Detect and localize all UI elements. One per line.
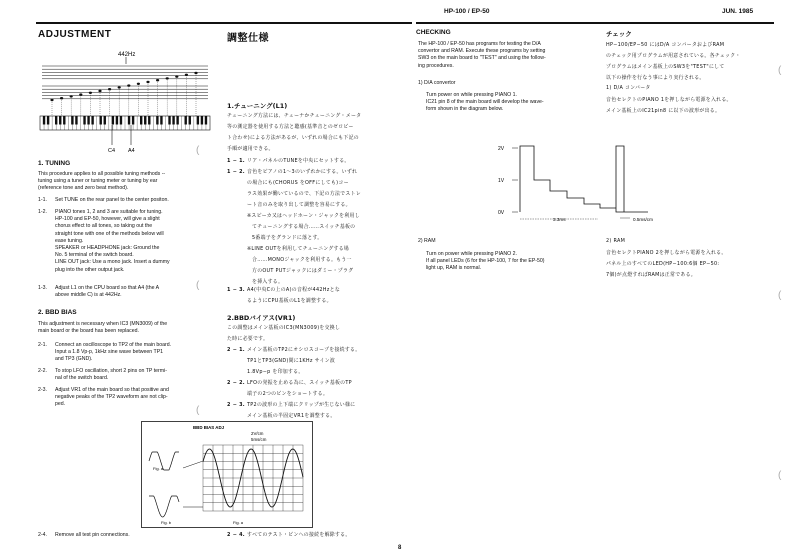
step-line: and TP3 (GND). [55, 356, 93, 363]
graph-y-label: 1V [498, 178, 505, 184]
da-line: IC21 pin 8 of the main board will develop the wave- [426, 99, 544, 106]
black-key [197, 116, 199, 125]
jp-line: ト合わせ)による方法があるが、いずれの場合にも下記の [227, 135, 359, 141]
black-key [100, 116, 102, 125]
black-key [168, 116, 170, 125]
da-converter-title: 1) D/A convertor [418, 80, 456, 86]
binding-mark: ( [196, 280, 200, 291]
jp-line: 端子の2つのピンをショートする。 [247, 391, 329, 397]
jp-line: LFOの発振を止める為に、スイッチ基板のTP [247, 380, 352, 386]
jp-tuning-title: 1.チューニング(L1) [227, 102, 288, 110]
jp-line: メイン基板のTP2にオシロスコープを接続する。 [247, 347, 361, 353]
jp-line: リア・パネルのTUNEを中央にセットする。 [247, 158, 350, 164]
step-line: negative peaks of the TP2 waveform are not clip- [55, 394, 168, 401]
black-key [83, 116, 85, 125]
jp-line: 等の測定器を使用する方法と聴感(基準音とのゼロビー [227, 124, 354, 130]
da-waveform-diagram [498, 126, 688, 226]
binding-mark: ( [778, 290, 782, 301]
jp-line: 手順が適用できる。 [227, 146, 274, 152]
bbd-scope-figure [141, 421, 313, 533]
key-c4-label: C4 [108, 148, 116, 154]
binding-mark: ( [196, 405, 200, 416]
graph-y-label: 0V [498, 210, 505, 216]
jp-line: るようにCPU基板のL1を調整する。 [247, 298, 332, 304]
step-line: PIANO tones 1, 2 and 3 are suitable for tuning. [55, 209, 163, 215]
jp-line: パネル上のすべてのLED(HP−100:6個 EP−50: [606, 261, 720, 267]
bbd-intro-line: This adjustment is necessary when IC3 (MN3009) of the [38, 321, 168, 327]
jp-line: 以下の操作を行なう事により実行される。 [606, 75, 705, 81]
jp-line: を挿入する。 [252, 279, 284, 285]
step-number: 2 − 3. [227, 402, 245, 408]
jp-ram-text [606, 248, 727, 281]
ram-line: Turn on power while pressing PIANO 2. [426, 251, 517, 257]
black-key [156, 116, 158, 125]
step-number: 1-1. [38, 197, 47, 203]
jp-line: ※スピーカ又はヘッドホーン・ジャックを利用し [247, 213, 360, 219]
black-key [104, 116, 106, 125]
jp-line: すべてのテスト・ピンへの接続を解除する。 [247, 532, 351, 538]
da-converter-text [426, 92, 544, 114]
header-model: HP-100 / EP-50 [444, 8, 490, 15]
tuning-intro-line: tuning using a tuner or tuning meter or tuning by ear [38, 178, 158, 185]
step-number: 2 − 1. [227, 347, 245, 353]
keyboard-tuning-diagram [38, 50, 212, 154]
step-line: No. 5 terminal of the switch board. [55, 252, 134, 259]
bbd-intro-line: main board or the board has been replaced. [38, 328, 139, 335]
step-number: 2-4. [38, 532, 47, 538]
black-key [71, 116, 73, 125]
checking-intro-line: ing procedures. [418, 62, 454, 69]
step-line: Connect an oscilloscope to TP2 of the main board. [55, 342, 172, 348]
adjustment-title: ADJUSTMENT [38, 29, 112, 40]
header-date: JUN. 1985 [722, 8, 754, 15]
fig-a2-label: Fig. a [233, 520, 244, 525]
black-key [201, 116, 203, 125]
black-key [176, 116, 178, 125]
step-line: straight tone with one of the methods below will [55, 230, 164, 237]
jp-line: ラス効果が働いているので、下記の方法でストレ [247, 191, 361, 197]
jp-line: この調整はメイン基板のIC3(MN3009)を交換し [227, 325, 341, 331]
scope-title: BBD BIAS ADJ [193, 425, 225, 430]
fig-b-label: Fig. b [161, 520, 172, 525]
jp-line: てチューニングする場合……スイッチ基板の [252, 224, 356, 230]
black-key [116, 116, 118, 125]
black-key [59, 116, 61, 125]
black-key [47, 116, 49, 125]
da-waveform-figure [498, 126, 688, 231]
jp-tuning-intro [227, 111, 361, 155]
jp-line: た時に必要です。 [227, 336, 269, 342]
step-number: 1 − 1. [227, 158, 245, 164]
step-number: 2-1. [38, 342, 47, 348]
jp-line: プログラムはメイン基板上のSW3を"TEST"にして [606, 64, 725, 70]
scope-time: 5ms/cm [251, 437, 267, 442]
bbd-scope-diagram [141, 421, 313, 528]
ram-title: 2) RAM [418, 238, 436, 244]
black-key [144, 116, 146, 125]
step-number: 2-2. [38, 368, 47, 374]
jp-line: の場合にも(CHORUS をOFFにしても)コー [247, 180, 349, 186]
checking-intro-line: convertor and RAM. Execute these programs by setting [418, 48, 546, 55]
black-key [185, 116, 187, 125]
jp-da-title: 1) D/A コンバータ [606, 85, 651, 91]
black-key [160, 116, 162, 125]
jp-ram-title: 2) RAM [606, 238, 626, 244]
jp-line: ート音のみを取り出して調整を容易にする。 [247, 202, 351, 208]
graph-time-label: 3.3ms [553, 217, 566, 222]
jp-line: A4(中央Cの上のA)の音程が442Hzとな [247, 287, 341, 293]
binding-mark: ( [196, 145, 200, 156]
step-number: 2 − 2. [227, 380, 245, 386]
jp-line: メイン基板上のIC21pin8 に以下の波形が出る。 [606, 108, 721, 114]
step-line: Input a 1.8 Vp-p, 1kHz sine wave between TP1 [55, 349, 164, 356]
step-line: chorus effect to all tones, so taking out the [55, 223, 153, 230]
graph-scale-label: 0.5ms/cm [633, 217, 653, 222]
bbd-intro [38, 321, 167, 335]
freq-label: 442Hz [118, 52, 136, 58]
step-number: 2 − 4. [227, 532, 245, 538]
jp-checking-title: チェック [606, 30, 632, 38]
step-line: Remove all test pin connections. [55, 532, 130, 538]
tuning-title: 1. TUNING [38, 160, 71, 167]
jp-line: 1.8Vp−p を印加する。 [247, 369, 304, 375]
step-line: Set TUNE on the rear panel to the center positon. [55, 197, 169, 203]
jp-line: 5番端子をグランドに落とす。 [252, 235, 323, 241]
black-key [63, 116, 65, 125]
fig-a-label: Fig. a [153, 466, 164, 471]
step-line: above middle C) is at 442Hz. [55, 292, 122, 299]
black-key [55, 116, 57, 125]
left-page-rule [36, 22, 412, 24]
step-line: ped. [55, 401, 66, 408]
jp-da-text [606, 95, 732, 117]
step-line: Adjust L1 on the CPU board so that A4 (the A [55, 285, 160, 291]
black-key [75, 116, 77, 125]
jp-checking-intro [606, 40, 741, 84]
binding-mark: ( [778, 470, 782, 481]
step-line: SPEAKER or HEADPHONE jack: Ground the [55, 245, 160, 252]
da-line: form shown in the diagram below. [426, 106, 504, 113]
step-line: plug into the other output jack. [55, 266, 125, 273]
jp-line: TP1とTP3(GND)間に1KHz サイン波 [247, 358, 336, 364]
jp-line: 音色セレクトPIANO 2を押しながら電源を入れる。 [606, 250, 727, 256]
bbd-title: 2. BBD BIAS [38, 309, 77, 316]
jp-line: 方のOUT PUTジャックにはダミー・プラグ [252, 268, 354, 274]
black-key [172, 116, 174, 125]
jp-line: のチェック用プログラムが用意されている。各チェック・ [606, 53, 741, 59]
scope-volts: 2V/cm [251, 431, 264, 436]
key-a4-label: A4 [128, 148, 135, 154]
jp-line: HP−100/EP−50 にはD/A コンバータおよびRAM [606, 42, 725, 48]
checking-intro-line: The HP-100 / EP-50 has programs for testing the D/A [418, 41, 541, 47]
black-key [132, 116, 134, 125]
checking-intro [418, 41, 546, 70]
step-line: To stop LFO oscillation, short 2 pins on TP termi- [55, 368, 167, 374]
black-key [205, 116, 207, 125]
checking-title: CHECKING [416, 29, 451, 36]
step-number: 1 − 3. [227, 287, 245, 293]
graph-y-label: 2V [498, 146, 505, 152]
black-key [91, 116, 93, 125]
black-key [128, 116, 130, 125]
jp-line: 音色をピアノの1〜3のいずれかにする。いずれ [247, 169, 358, 175]
binding-mark: ( [778, 65, 782, 76]
step-line: LINE OUT jack: Use a mono jack. Insert a dummy [55, 259, 170, 266]
black-key [43, 116, 45, 125]
ram-line: light up, RAM is normal. [426, 265, 482, 272]
page-number: 8 [398, 545, 402, 551]
jp-adjustment-title: 調整仕様 [227, 33, 269, 44]
jp-line: TP2の波形の上下端にクリップが生じない様に [247, 402, 356, 408]
step-number: 1-3. [38, 285, 47, 291]
step-line: nal of the switch board. [55, 375, 109, 382]
tuning-intro-line: (reference tone and zero beat method). [38, 185, 129, 192]
right-page-rule [416, 22, 774, 24]
step-line: ease tuning. [55, 237, 84, 244]
tuning-intro [38, 171, 165, 193]
jp-bbd-title: 2.BBDバイアス(VR1) [227, 314, 296, 322]
tuning-intro-line: This procedure applies to all possible tuning methods -- [38, 171, 166, 177]
keyboard-figure [38, 50, 212, 159]
step-number: 2-3. [38, 387, 47, 393]
ram-line: If all panel LEDs (6 for the HP-100, 7 for the EP-50) [426, 258, 545, 265]
jp-line: メイン基板の半固定VR1を調整する。 [247, 413, 336, 419]
step-line: Adjust VR1 of the main board so that positive and [55, 387, 169, 393]
step-number: 1 − 2. [227, 169, 245, 175]
da-line: Turn power on while pressing PIANO 1. [426, 92, 517, 98]
black-key [112, 116, 114, 125]
jp-bbd-intro [227, 323, 340, 345]
black-key [189, 116, 191, 125]
ram-text [426, 251, 545, 273]
checking-intro-line: SW3 on the main board to "TEST" and using the follow- [418, 55, 546, 62]
step-line: HP-100 and EP-50, however, will give a slight [55, 216, 160, 223]
black-key [87, 116, 89, 125]
black-key [140, 116, 142, 125]
jp-line: 合……MONOジャックを利用する。もう一 [252, 257, 352, 263]
jp-line: ※LINE OUTを利用してチューニングする場 [247, 246, 350, 252]
jp-line: チューニング方法には、チューナかチューニング・メータ [227, 113, 362, 119]
jp-line: 音色セレクトのPIANO 1を押しながら電源を入れる。 [606, 97, 732, 103]
black-key [120, 116, 122, 125]
black-key [148, 116, 150, 125]
jp-line: 7個)が点燈すればRAMは正常である。 [606, 272, 696, 278]
step-number: 1-2. [38, 209, 47, 215]
